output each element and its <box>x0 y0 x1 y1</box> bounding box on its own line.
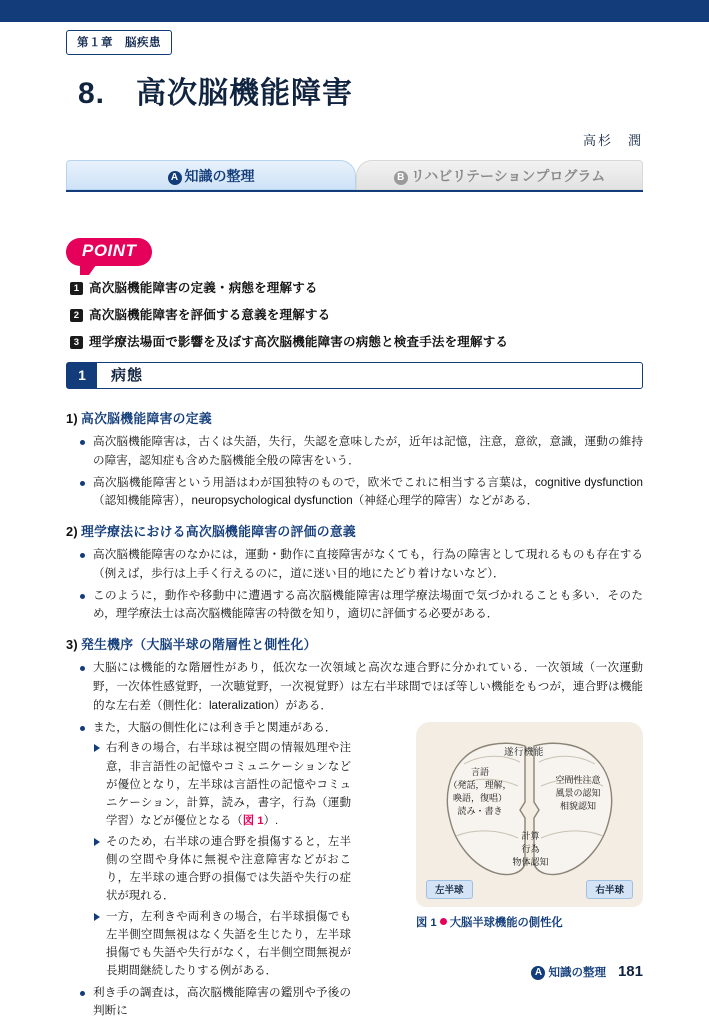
label-left-hemisphere-functions: 言語 （発話，理解， 喚語，復唱） 読み・書き <box>448 767 512 817</box>
point-text: 高次脳機能障害の定義・病態を理解する <box>89 281 318 295</box>
point-badge: POINT <box>66 238 152 266</box>
section-heading-bar <box>66 362 643 389</box>
subsection-label: 3) <box>66 637 78 653</box>
page-footer <box>531 963 643 980</box>
subsection-title: 理学療法における高次脳機能障害の評価の意義 <box>80 524 357 540</box>
circled-b-icon: B <box>394 171 408 185</box>
page-number: 181 <box>617 963 643 980</box>
bullet-dot-icon <box>440 918 447 925</box>
tab-rehabilitation-label: リハビリテーションプログラム <box>410 168 606 184</box>
point-item <box>70 305 640 323</box>
point-list <box>70 278 640 359</box>
subsection-heading-1 <box>66 408 643 427</box>
subsection-heading-2 <box>66 521 643 540</box>
nested-list-item-text: 右利きの場合，右半球は視空間の情報処理や注意，非言語性の記憶やコミュニケーションなどが優位となり，左半球は言語性の記憶やコミュニケーション，計算，読み，書字，行為（運動学習）などが優位となる（図 1）. <box>106 742 351 828</box>
label-executive-function: 遂行機能 <box>504 747 545 758</box>
list-item: 高次脳機能障害のなかには，運動・動作に直接障害がなくても，行為の障害として現れるものも存在する（例えば，歩行は上手く行えるのに，道に迷い目的地にたどり着けないなど）． <box>80 546 643 584</box>
list-item: このように，動作や移動中に遭遇する高次脳機能障害は理学療法場面で気づかれることも多い．そのため，理学療法士は高次脳機能障害の特徴を知り，適切に評価する必要がある． <box>80 587 643 625</box>
subsection-label: 2) <box>66 524 78 540</box>
brain-diagram <box>416 722 643 907</box>
tab-knowledge-label: 知識の整理 <box>184 168 255 184</box>
point-item <box>70 278 640 296</box>
subsection-label: 1) <box>66 411 78 426</box>
point-item <box>70 332 640 350</box>
point-text: 理学療法場面で影響を及ぼす高次脳機能障害の病態と検査手法を理解する <box>89 335 509 349</box>
tab-knowledge[interactable] <box>66 160 356 190</box>
label-right-hemisphere-functions: 空間性注意 風景の認知 相貌認知 <box>555 775 601 812</box>
label-shared-functions: 計算 行為 物体認知 <box>512 831 549 868</box>
body-content <box>66 398 643 1024</box>
circled-a-icon: A <box>168 171 182 185</box>
footer-label: 知識の整理 <box>548 967 606 979</box>
page-title: 8. 高次脳機能障害 <box>78 77 354 110</box>
list-item: 高次脳機能障害は，古くは失語，失行，失認を意味したが，近年は記憶，注意，意欲，意識，運動の維持の障害，認知症も含めた脳機能全般の障害をいう． <box>80 433 643 471</box>
subsection-heading-3 <box>66 634 643 653</box>
bullet-list-1 <box>66 433 643 511</box>
circled-a-icon: A <box>531 966 545 980</box>
list-item: 大脳には機能的な階層性があり，低次な一次領域と高次な連合野に分かれている．一次領域（一次運動野，一次体性感覚野，一次聴覚野，一次視覚野）は左右半球間でほぼ等しい機能をもつが，連合野は機能的な左右差（側性化：lateralization）がある． <box>80 659 643 715</box>
section-number: 1 <box>67 363 97 388</box>
point-number: 3 <box>70 336 83 349</box>
list-item <box>80 719 351 981</box>
nested-bullet-list <box>93 739 351 980</box>
figure-1 <box>416 722 643 930</box>
chapter-tag: 第１章 脳疾患 <box>66 30 172 55</box>
subsection-title: 高次脳機能障害の定義 <box>80 411 212 426</box>
point-number: 2 <box>70 309 83 322</box>
nested-list-item: そのため，右半球の連合野を損傷すると，左半側の空間や身体に無視や注意障害などがおこり，左半球の連合野の損傷では失語や失行の症状が現れる． <box>93 833 351 906</box>
section-tabs <box>0 160 709 192</box>
figure-caption <box>416 914 643 930</box>
bullet-list-2 <box>66 546 643 624</box>
tag-right-hemisphere: 右半球 <box>586 880 633 899</box>
tab-rehabilitation-program[interactable] <box>356 160 643 190</box>
nested-list-item <box>93 739 351 830</box>
nested-list-item: 一方，左利きや両利きの場合，右半球損傷でも左半側空間無視はなく失語を生じたり，左半球損傷でも失語や失行がなく，右半側空間無視が長期間継続したりする例がある． <box>93 908 351 981</box>
tag-left-hemisphere: 左半球 <box>426 880 473 899</box>
author-name: 高杉 潤 <box>582 133 643 148</box>
figure-caption-text: 大脳半球機能の側性化 <box>449 917 563 929</box>
subsection-title: 発生機序（大脳半球の階層性と側性化） <box>80 637 317 653</box>
point-text: 高次脳機能障害を評価する意義を理解する <box>89 308 331 322</box>
section-title: 病態 <box>111 367 144 384</box>
list-item: 利き手の調査は，高次脳機能障害の鑑別や予後の判断に <box>80 984 351 1022</box>
list-item-text: また，大脳の側性化には利き手と関連がある． <box>93 720 337 734</box>
top-color-band <box>0 0 709 22</box>
list-item: 高次脳機能障害という用語はわが国独特のもので，欧米でこれに相当する言葉は，cognitive dysfunction（認知機能障害），neuropsychological dysfunction（神経心理学的障害）などがある． <box>80 474 643 512</box>
figure-number: 図 1 <box>416 917 437 929</box>
tabs-underline <box>66 190 643 192</box>
point-number: 1 <box>70 282 83 295</box>
